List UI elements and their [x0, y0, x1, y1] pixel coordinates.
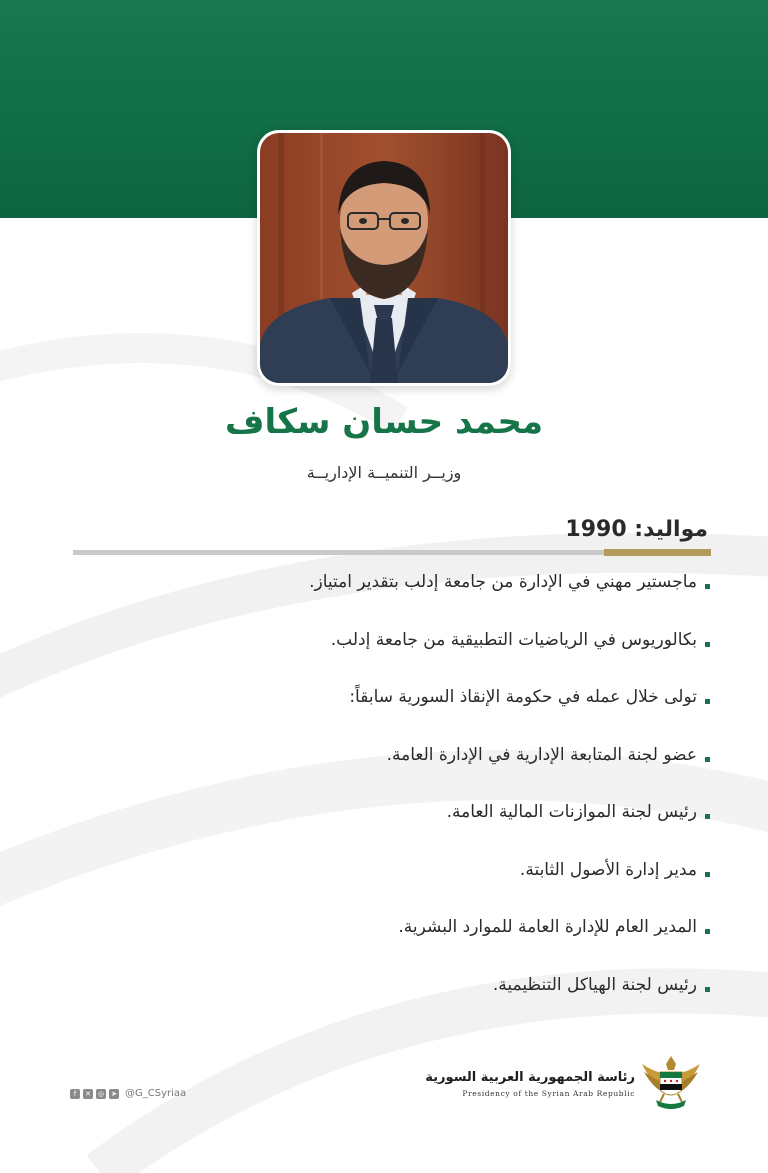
- bullet-icon: [705, 814, 710, 819]
- telegram-icon[interactable]: ➤: [109, 1089, 119, 1099]
- list-item: [70, 975, 710, 1033]
- section-divider-accent: [604, 549, 711, 556]
- bullet-icon: [705, 987, 710, 992]
- list-item-text: رئيس لجنة الموازنات المالية العامة.: [446, 802, 697, 822]
- birth-year: مواليد: 1990: [565, 517, 708, 542]
- eagle-emblem-icon: [638, 1050, 704, 1116]
- list-item: [70, 745, 710, 803]
- section-divider: [73, 550, 635, 555]
- list-item-text: مدير إدارة الأصول الثابتة.: [519, 859, 697, 880]
- list-item-text: بكالوريوس في الرياضيات التطبيقية من جامعة إدلب.: [330, 629, 697, 650]
- portrait-photo: [257, 130, 511, 386]
- bullet-icon: [705, 699, 710, 704]
- facebook-icon[interactable]: f: [70, 1089, 80, 1099]
- person-name: محمد حسان سكاف: [224, 402, 544, 442]
- list-item: [70, 630, 710, 688]
- list-item-text: رئيس لجنة الهياكل التنظيمية.: [492, 974, 697, 995]
- bullet-icon: [705, 929, 710, 934]
- bullet-icon: [705, 757, 710, 762]
- x-icon[interactable]: ✕: [83, 1089, 93, 1099]
- bullet-icon: [705, 584, 710, 589]
- list-item: [70, 687, 710, 745]
- list-item-text: تولى خلال عمله في حكومة الإنقاذ السورية سابقاً:: [349, 687, 697, 707]
- org-name-arabic: رئاسة الجمهورية العربية السورية: [425, 1070, 635, 1085]
- org-name: [425, 1070, 635, 1098]
- instagram-icon[interactable]: ◎: [97, 1089, 105, 1098]
- bullet-icon: [705, 642, 710, 647]
- list-item-text: ماجستير مهني في الإدارة من جامعة إدلب بتقدير امتياز.: [309, 572, 697, 592]
- bio-list: [70, 572, 710, 1032]
- social-handle: @G_CSyriaa: [125, 1088, 187, 1099]
- org-name-english: Presidency of the Syrian Arab Republic: [462, 1089, 635, 1098]
- list-item: [70, 572, 710, 630]
- list-item-text: عضو لجنة المتابعة الإدارية في الإدارة العامة.: [386, 744, 697, 765]
- list-item-text: المدير العام للإدارة العامة للموارد البشرية.: [398, 917, 697, 937]
- person-title: وزيــر التنميــة الإداريــة: [306, 463, 462, 482]
- list-item: [70, 917, 710, 975]
- list-item: [70, 860, 710, 918]
- social-links: [70, 1088, 186, 1099]
- list-item: [70, 802, 710, 860]
- bullet-icon: [705, 872, 710, 877]
